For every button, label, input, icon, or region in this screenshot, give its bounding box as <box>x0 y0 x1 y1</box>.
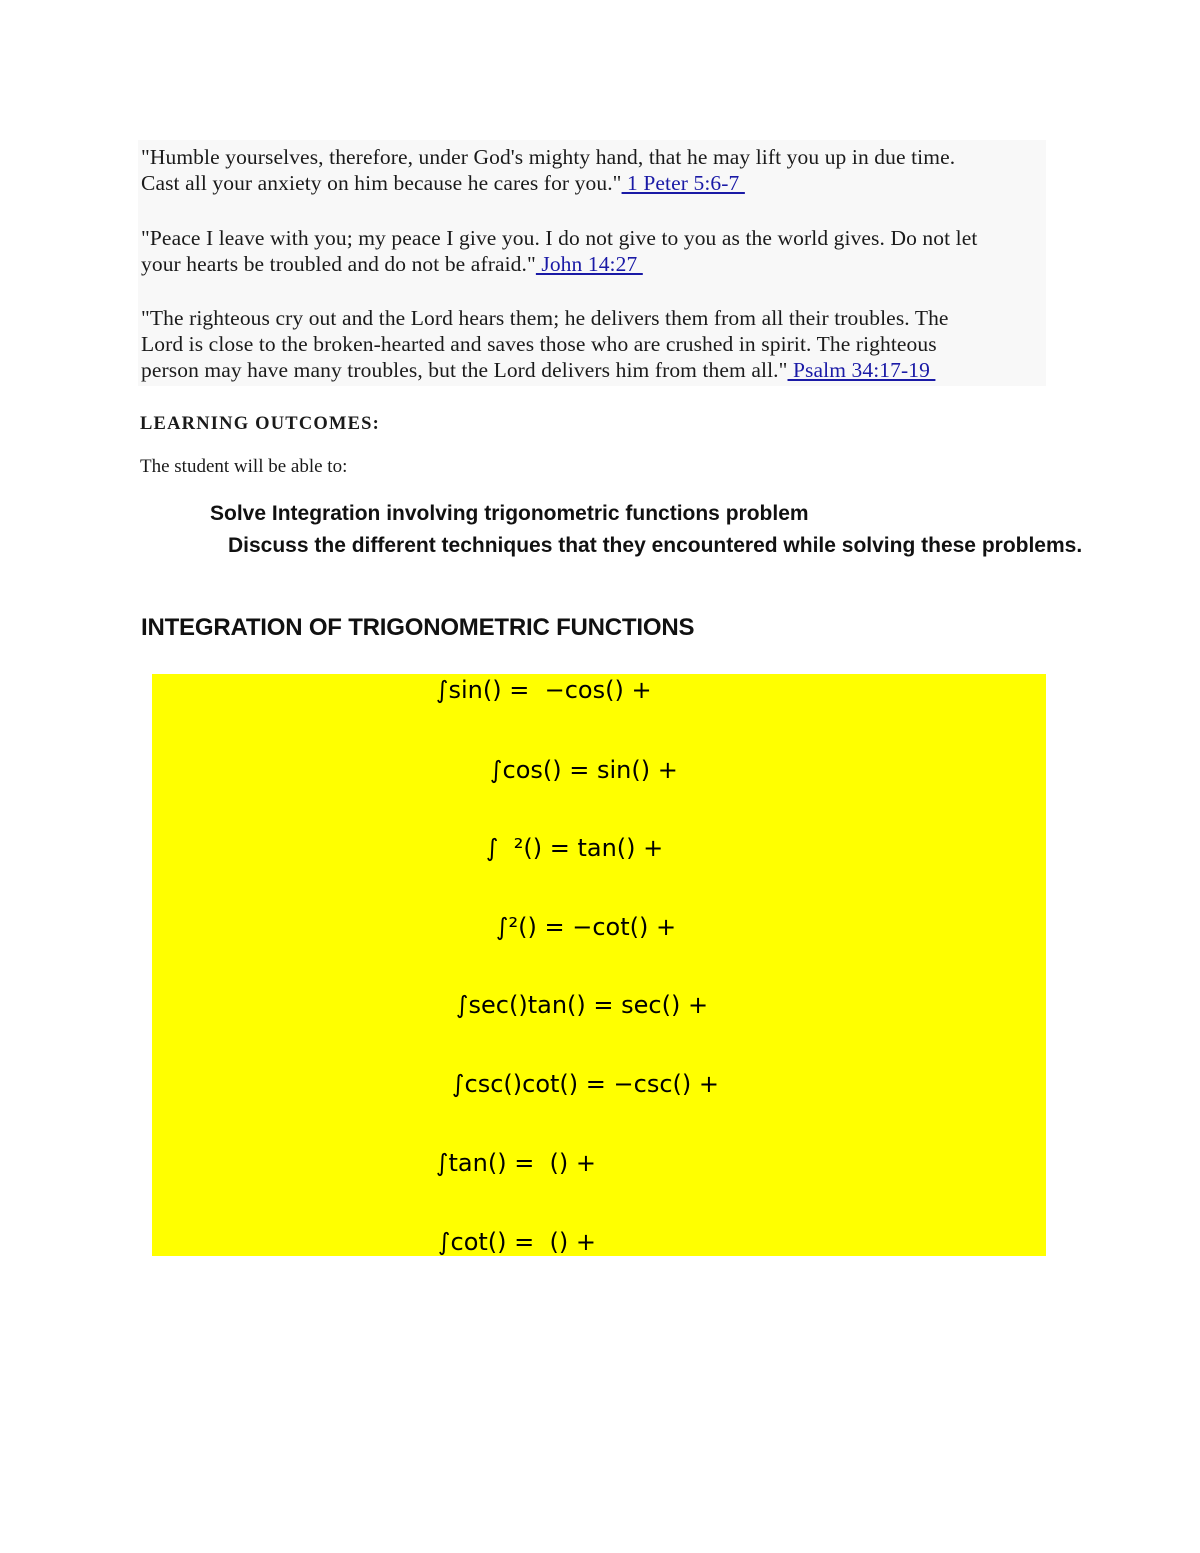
formula-cot: ∫cot() = () + <box>438 1228 596 1256</box>
formula-csc-squared: ∫²() = −cot() + <box>496 913 677 941</box>
verse-3-line-2: Lord is close to the broken-hearted and saves those who are crushed in spirit. The righteous <box>141 332 937 356</box>
verse-2-line-2: your hearts be troubled and do not be afraid." <box>141 252 536 276</box>
learning-outcomes-intro: The student will be able to: <box>140 456 348 477</box>
learning-outcome-1: Solve Integration involving trigonometric functions problem <box>210 502 809 525</box>
verse-1-line-2: Cast all your anxiety on him because he cares for you." <box>141 171 622 195</box>
formula-sec-tan: ∫sec()tan() = sec() + <box>456 991 709 1019</box>
verse-2-line-1: "Peace I leave with you; my peace I give you. I do not give to you as the world gives. Do not let <box>141 226 978 250</box>
formula-highlight-box <box>152 674 1046 1256</box>
verse-2-reference-link[interactable]: John 14:27 <box>535 252 643 276</box>
formula-cos: ∫cos() = sin() + <box>490 756 678 784</box>
verse-3-line-1: "The righteous cry out and the Lord hears them; he delivers them from all their troubles. The <box>141 306 949 330</box>
formula-tan: ∫tan() = () + <box>436 1149 597 1177</box>
learning-outcomes-heading: LEARNING OUTCOMES: <box>140 414 381 434</box>
verse-3-line-3: person may have many troubles, but the Lord delivers him from them all." <box>141 358 788 382</box>
formula-sin: ∫sin() = −cos() + <box>436 676 652 704</box>
learning-outcome-2: Discuss the different techniques that they encountered while solving these problems. <box>228 534 1083 557</box>
verse-1 <box>141 144 955 196</box>
formula-sec-squared: ∫ ²() = tan() + <box>486 834 664 862</box>
verse-2 <box>141 225 977 277</box>
section-title: INTEGRATION OF TRIGONOMETRIC FUNCTIONS <box>141 614 695 641</box>
verse-1-reference-link[interactable]: 1 Peter 5:6-7 <box>621 171 745 195</box>
verse-1-line-1: "Humble yourselves, therefore, under God's mighty hand, that he may lift you up in due time. <box>141 145 956 169</box>
verse-3 <box>141 305 949 383</box>
formula-csc-cot: ∫csc()cot() = −csc() + <box>452 1070 719 1098</box>
scripture-verses <box>138 140 1046 386</box>
verse-3-reference-link[interactable]: Psalm 34:17-19 <box>787 358 936 382</box>
